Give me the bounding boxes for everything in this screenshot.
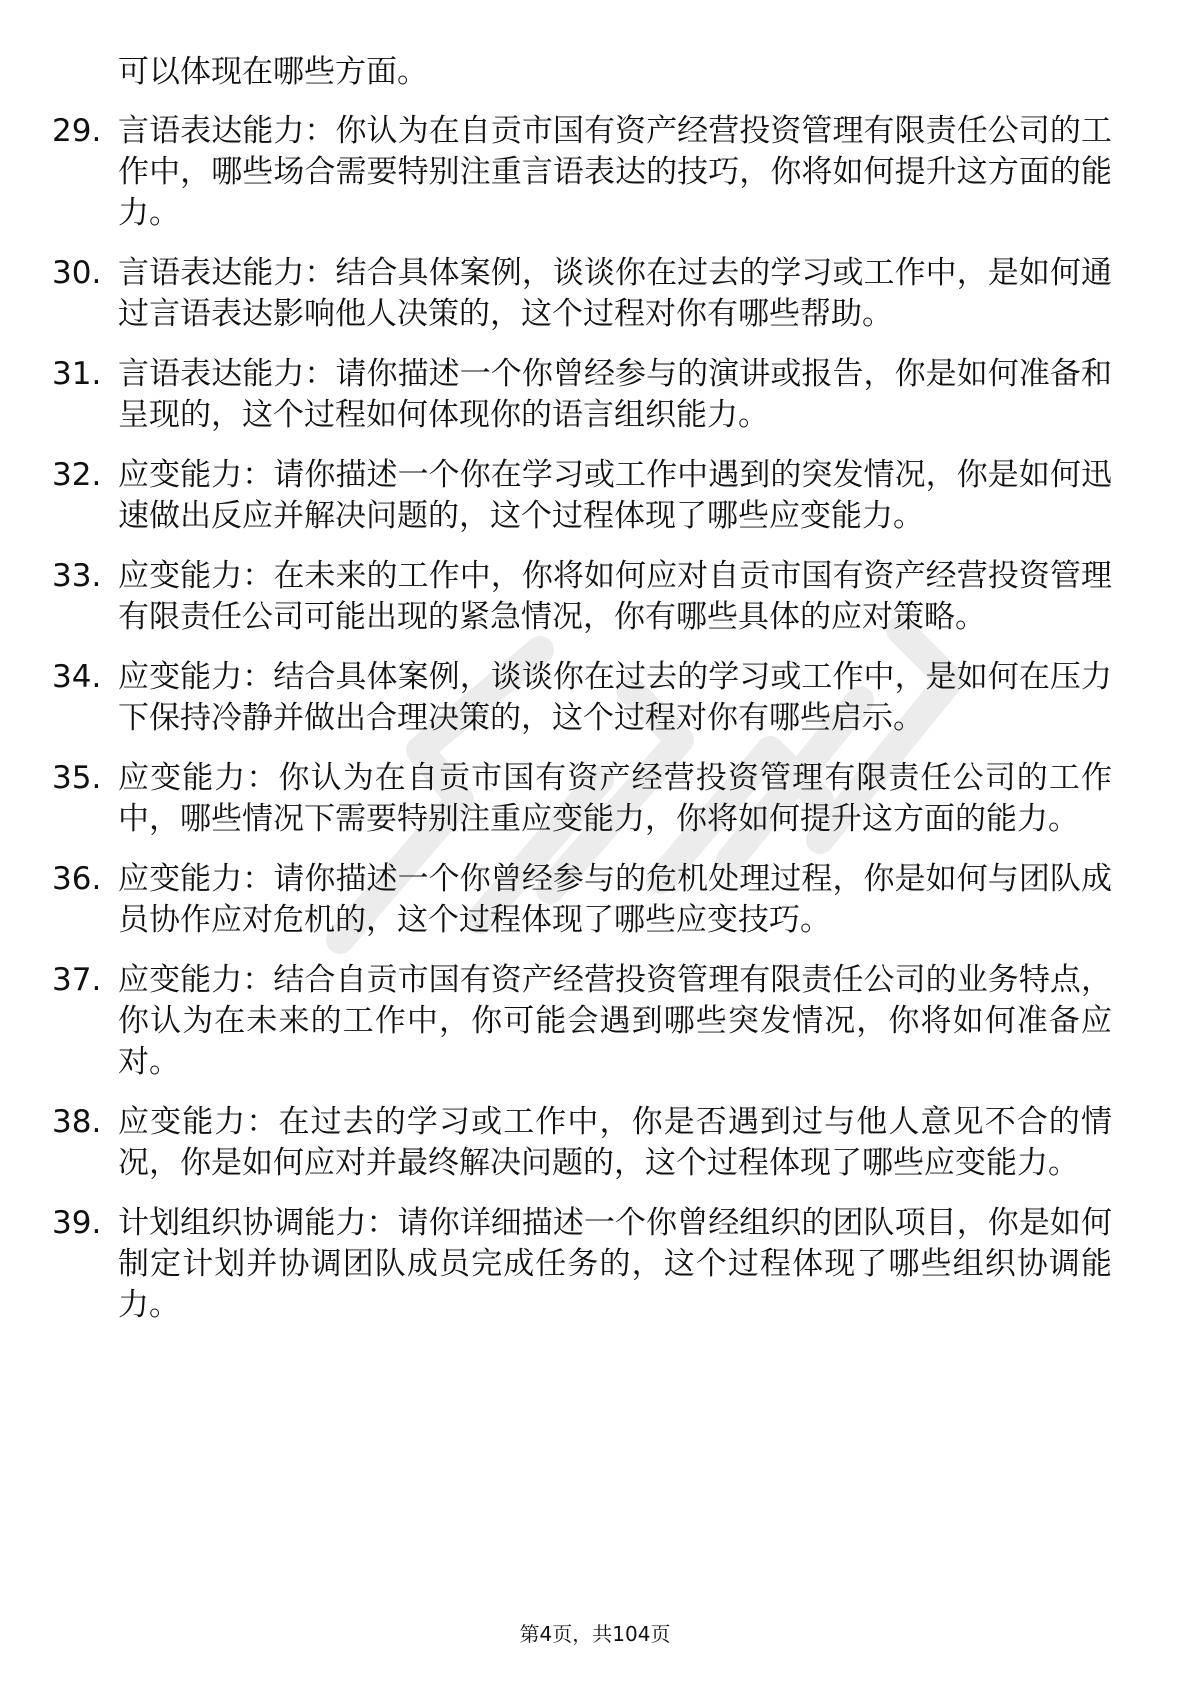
list-item bbox=[52, 1203, 1112, 1326]
item-text: 应变能力：请你描述一个你在学习或工作中遇到的突发情况，你是如何迅速做出反应并解决问题的，这个过程体现了哪些应变能力。 bbox=[118, 457, 1112, 534]
item-number: 32. bbox=[52, 457, 102, 493]
list-item bbox=[52, 253, 1112, 335]
item-text: 言语表达能力：结合具体案例，谈谈你在过去的学习或工作中，是如何通过言语表达影响他人决策的，这个过程对你有哪些帮助。 bbox=[118, 255, 1112, 332]
list-item bbox=[52, 354, 1112, 436]
continuation-text: 可以体现在哪些方面。 bbox=[118, 54, 428, 90]
list-item bbox=[52, 960, 1112, 1083]
item-number: 37. bbox=[52, 962, 102, 998]
item-text: 言语表达能力：你认为在自贡市国有资产经营投资管理有限责任公司的工作中，哪些场合需要特别注重言语表达的技巧，你将如何提升这方面的能力。 bbox=[118, 113, 1112, 231]
item-number: 38. bbox=[52, 1104, 102, 1140]
item-text: 应变能力：结合自贡市国有资产经营投资管理有限责任公司的业务特点，你认为在未来的工作中，你可能会遇到哪些突发情况，你将如何准备应对。 bbox=[118, 962, 1112, 1080]
item-number: 31. bbox=[52, 356, 102, 392]
item-number: 39. bbox=[52, 1205, 102, 1241]
item-number: 36. bbox=[52, 861, 102, 897]
page-number-footer: 第4页，共104页 bbox=[519, 1622, 671, 1646]
list-item bbox=[52, 556, 1112, 638]
item-text: 应变能力：请你描述一个你曾经参与的危机处理过程，你是如何与团队成员协作应对危机的，这个过程体现了哪些应变技巧。 bbox=[118, 861, 1112, 938]
question-list bbox=[52, 52, 1112, 1345]
item-text: 计划组织协调能力：请你详细描述一个你曾经组织的团队项目，你是如何制定计划并协调团队成员完成任务的，这个过程体现了哪些组织协调能力。 bbox=[118, 1205, 1112, 1323]
item-text: 应变能力：在未来的工作中，你将如何应对自贡市国有资产经营投资管理有限责任公司可能出现的紧急情况，你有哪些具体的应对策略。 bbox=[118, 558, 1112, 635]
list-item bbox=[52, 758, 1112, 840]
list-item bbox=[52, 657, 1112, 739]
item-number: 30. bbox=[52, 255, 102, 291]
item-number: 35. bbox=[52, 760, 102, 796]
item-text: 言语表达能力：请你描述一个你曾经参与的演讲或报告，你是如何准备和呈现的，这个过程如何体现你的语言组织能力。 bbox=[118, 356, 1112, 433]
item-number: 34. bbox=[52, 659, 102, 695]
list-item bbox=[52, 455, 1112, 537]
item-text: 应变能力：在过去的学习或工作中，你是否遇到过与他人意见不合的情况，你是如何应对并最终解决问题的，这个过程体现了哪些应变能力。 bbox=[118, 1104, 1112, 1181]
list-item bbox=[52, 1102, 1112, 1184]
list-item bbox=[52, 111, 1112, 234]
item-text: 应变能力：结合具体案例，谈谈你在过去的学习或工作中，是如何在压力下保持冷静并做出合理决策的，这个过程对你有哪些启示。 bbox=[118, 659, 1112, 736]
list-item bbox=[52, 859, 1112, 941]
item-number: 33. bbox=[52, 558, 102, 594]
item-number: 29. bbox=[52, 113, 102, 149]
item-text: 应变能力：你认为在自贡市国有资产经营投资管理有限责任公司的工作中，哪些情况下需要特别注重应变能力，你将如何提升这方面的能力。 bbox=[118, 760, 1112, 837]
